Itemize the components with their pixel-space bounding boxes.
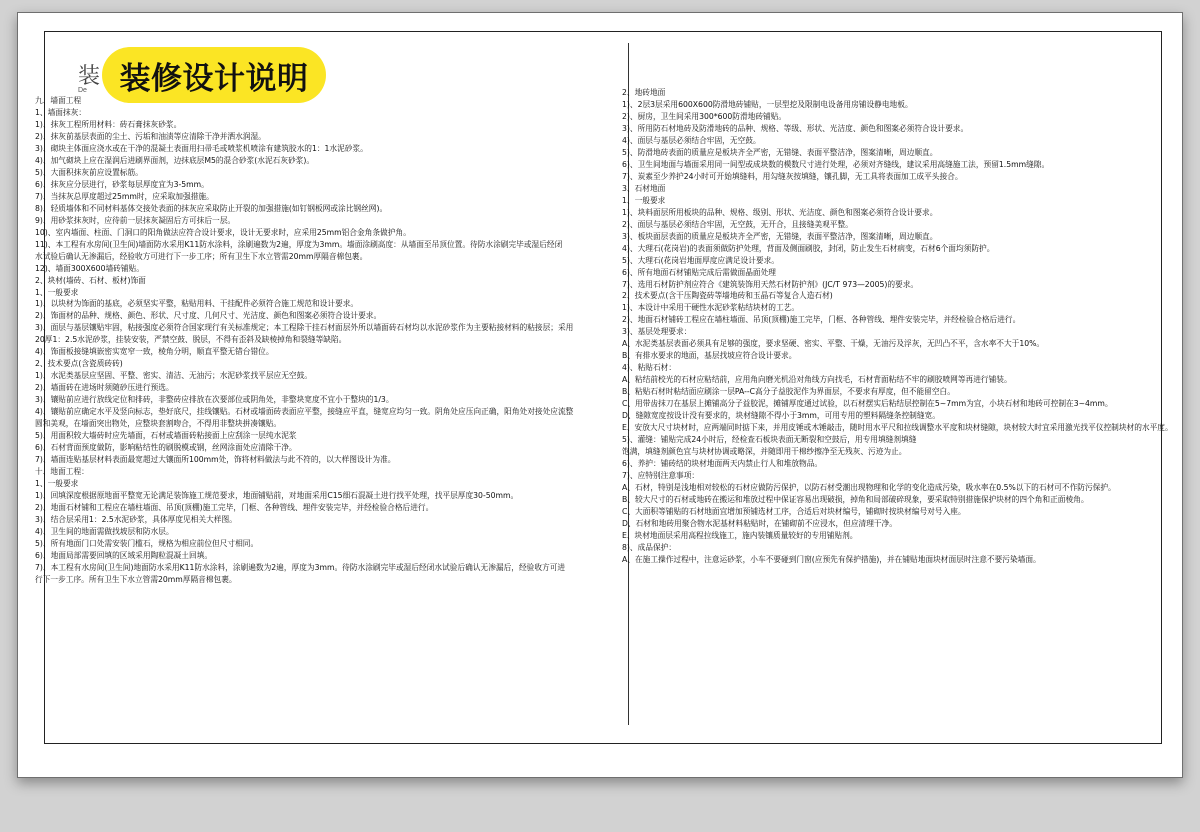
text-line: C、大面积等铺贴的石材地面宜增加预铺选材工序，合适后对块材编号，铺砌时按块材编号对号入座。 [622,506,966,516]
text-line: E、安放大尺寸块材时，应两端同时掂下来，并用皮锤或木锤敲击，随时用水平尺和拉线调整水平度和块材缝隙，块材较大时宜采用激光找平仪控制块材的水平度。 [622,423,1173,433]
text-line: 4)、镶贴前应确定水平及竖向标志，垫好底尺，挂线镶贴。石材或墙面砖表面应平整，接缝应平直，缝宽应均匀一致。阴角处应压向正确，阳角处对接处应流整 [35,407,574,417]
text-line: 水试验后确认无渗漏后，经验收方可进行下一步工序；所有卫生下水立管需20mm厚隔音棉包裹。 [35,251,368,261]
text-line: C、用带齿抹刀在基层上摊铺高分子益胶泥，摊铺厚度通过试验，以石材摆实后粘结层控制在5~7mm为宜，小块石材和地砖可控制在3~4mm。 [622,399,1113,409]
text-line: 圆和美观，在墙面突出物处，应整块套割吻合，不得用非整块拼凑镶贴。 [35,419,282,429]
text-line: 5)、灌缝：铺贴完成24小时后，经检查石板块表面无断裂和空鼓后，用专用填缝剂填缝 [622,435,917,445]
text-line: 1、墙面抹灰： [35,107,87,117]
background-title: 装 [78,64,103,89]
text-line: 5)、防滑地砖表面的质量应是板块齐全严密，无错缝、表面平整洁净，图案清晰，周边顺直。 [622,147,938,157]
text-line: 1、一般要求 [622,195,666,205]
text-line: A、在施工操作过程中，注意运砂浆，小车不要碰到门窗(应预先有保护措施)，并在铺贴地面块材面层时注意不要污染墙面。 [622,554,1041,564]
text-line: 2)、面层与基层必须结合牢固，无空鼓，无开合，且接缝美观平整。 [622,219,853,229]
text-line: 1)、水泥类基层应坚固、平整、密实、清洁、无油污；水泥砂浆找平层应无空鼓。 [35,371,312,381]
text-line: 8)、轻质墙体和不同材料基体交接处表面的抹灰应采取防止开裂的加强措施(如钉钢板网或涂比钢丝网)。 [35,203,388,213]
text-line: 1、一般要求 [35,479,79,488]
text-line: 4)、大理石(花岗岩)的表面须做防护处理，背面及侧面刷胶，封闭，防止发生石材病变，石材6个面均须防护。 [622,243,995,253]
text-line: A、粘结前校光的石材应粘结前，应用角向磨光机沿对角线方向找毛，石材背面粘结不牢的刷胶喷网等再进行铺装。 [622,375,1012,385]
text-line: 4)、卫生间的地面需做找坡层和防水层。 [35,526,174,536]
text-line: 10)、室内墙面、柱面、门洞口的阳角做法应符合设计要求，设计无要求时，应采用25mm铝合金角条做护角。 [35,227,411,237]
background-subtitle: De [78,87,87,94]
text-line: 十、地面工程： [35,467,89,477]
text-line: 7)、墙面连贴基层材料表面最宽超过大镶面所100mm处，饰将材料做法与此不符的，以大样图设计为准。 [35,455,396,465]
text-line: A、石材，特别是浅地相对较松的石材应做防污保护，以防石材受潮出现物理和化学的变化造成污染，吸水率在0.5%以下的石材可不作防污保护。 [622,482,1116,492]
text-line: 2、块材(墙砖、石材、板材)饰面 [35,275,146,285]
text-line: 3)、基层处理要求： [622,327,692,337]
text-line: 2)、厨房，卫生间采用300*600防滑地砖铺贴。 [622,111,787,121]
text-line: 3)、面层与基层镶贴牢固，粘接强度必须符合国家现行有关标准规定；本工程除干挂石材面层外所以墙面砖石材均以水泥砂浆作为主要粘接材料的粘接层；采用 [35,323,574,333]
text-line: 2)、墙面砖在进场时须随砂压进行预选。 [35,383,174,393]
text-line: 九、墙面工程 [35,96,82,105]
text-line: 2、地砖地面 [622,88,666,97]
text-line: 6)、抹灰应分层进行，砂浆每层厚度宜为3-5mm。 [35,179,209,189]
text-line: 8)、成品保护： [622,542,677,552]
text-line: B、粘贴石材时粘结面应刷涂一层PA--C高分子益胶泥作为界面层，不要求有厚度，但不能留空白。 [622,387,955,397]
text-line: 2)、抹灰前基层表面的尘土、污垢和油渍等应清除干净并洒水润湿。 [35,131,266,141]
text-line: 20厚1：2.5水泥砂浆，挂装安装，严禁空鼓、脱层，不得有歪斜及缺棱掉角和裂缝等缺陷。 [35,335,347,345]
text-line: A、水泥类基层表面必须具有足够的强度，要求坚硬、密实、平整、干燥，无油污及浮灰，无凹凸不平，含水率不大于10%。 [622,339,1045,349]
text-line: 1)、抹灰工程所用材料：砖石膏抹灰砂浆。 [35,119,182,129]
text-line: 7)、当抹灰总厚度超过25mm时，应采取加强措施。 [35,191,214,201]
text-line: 4)、饰面板接缝填嵌密实宽窄一致，棱角分明，顺直平整无错台错位。 [35,347,274,357]
text-line: 3)、镶贴前应进行放线定位和排砖，非整砖应排放在次要部位或阴角处，非整块宽度不宜小于整块的1/3。 [35,395,394,405]
text-line: 7)、本工程有水房间(卫生间)地面防水采用K11防水涂料，涂刷遍数为2遍，厚度为3mm。待防水涂刷完毕或湿后经闭水试验后确认无渗漏后，经验收方可进 [35,562,566,572]
text-line: 5)、用面积较大墙砖时应先墙面，石材或墙面砖粘接面上应刮涂一层纯水泥浆 [35,431,297,441]
text-line: 1)、回填深度根据原地面平整宽无论满足装饰施工规范要求，地面铺贴前，对地面采用C15细石混凝土进行找平处理，找平层厚度30-50mm。 [35,490,519,500]
right-column [622,87,1173,699]
text-line: 4)、加气砌块上应在湿润后进刷界面剂，边抹底层M5的混合砂浆(水泥石灰砂浆)。 [35,155,315,165]
text-line: E、块材地面层采用高程拉线施工，施内装镶质量较好的专用铺贴剂。 [622,530,858,540]
text-line: D、缝隙宽度按设计没有要求的，块材缝隙不得小于3mm，可用专用的塑料隔缝条控制缝宽。 [622,411,940,421]
text-line: 6)、卫生间地面与墙面采用同一间型或成块数的模数尺寸进行处理，必须对齐缝线，建议采用高缝施工法，预留1.5mm缝隙。 [622,159,1050,169]
text-line: 6)、养护：铺砖结的块材地面两天内禁止行人和堆放物品。 [622,459,823,469]
text-line: 6)、所有地面石材铺贴完成后需做面晶面处理 [622,267,776,277]
text-line: 1、一般要求 [35,287,79,297]
text-line: 5)、大面积抹灰前应设置标筋。 [35,167,143,177]
text-line: 1)、2层3层采用600X600防滑地砖铺贴，一层型挖及限制电设备用房铺设静电地板。 [622,99,913,109]
text-line: 3)、板块面层表面的质量应是板块齐全严密，无错缝，表面平整洁净，图案清晰，周边顺直。 [622,231,938,241]
text-line: 1)、以块材为饰面的基底，必须坚实平整，粘贴用料、干挂配件必须符合施工规范和设计要求。 [35,299,359,309]
text-line: 2、技术要点(含瓷质砖砖) [35,359,123,369]
text-line: 5)、所有地面门口处需安装门槛石，规格为相应前位但尺寸相同。 [35,538,259,548]
text-line: D、石材和地砖用聚合物水泥基材料粘贴时，在铺砌前不应浸水，但应清理干净。 [622,518,897,528]
text-line: 7)、选用石材防护剂应符合《建筑装饰用天然石材防护剂》(JC/T 973—2005)的要求。 [622,279,919,289]
text-line: 6)、地面局部需要回填的区域采用陶粒混凝土回填。 [35,550,213,560]
text-line: 3)、所用防石材地砖及防滑地砖的品种、规格、等级、形状、光洁度、颜色和图案必须符合设计要求。 [622,123,969,133]
text-line: 11)、本工程有水房间(卫生间)墙面防水采用K11防水涂料，涂刷遍数为2遍，厚度为3mm。墙面涂刷高度：从墙面至吊顶位置。待防水涂刷完毕或湿后经闭 [35,239,563,249]
page-title: 装修设计说明 [119,60,309,97]
text-line: 2)、地面石材铺和工程应在墙柱墙面、吊顶(顶棚)施工完毕，门框、各种管线、埋件安装完毕，并经检验合格后进行。 [35,502,434,512]
text-line: B、较大尺寸的石材或地砖在搬运和堆放过程中保证容易出现破损，掉角和局部破碎现象，要采取特别措施保护块材的四个角和正面棱角。 [622,494,1089,504]
text-line: 3)、结合层采用1：2.5水泥砂浆，具体厚度见相关大样图。 [35,514,237,524]
text-line: 4)、面层与基层必须结合牢固，无空鼓。 [622,135,761,145]
text-line: 1)、本设计中采用干硬性水泥砂浆粘结块材的工艺。 [622,303,800,313]
left-column [35,95,590,707]
text-line: 1)、块料面层所用板块的品种、规格、级别、形状、光洁度、颜色和图案必须符合设计要求。 [622,207,938,217]
text-line: 7)、炭素至少养护24小时可开始填缝料，用勾缝灰按填缝，镶孔脚，无工具将表面加工成平头接合。 [622,171,963,181]
text-line: 3、石材地面 [622,183,666,193]
text-line: 行下一步工序。所有卫生下水立管需20mm厚隔音棉包裹。 [35,574,237,584]
text-line: 2、技术要点(含干压陶瓷砖等墙地砖和玉晶石等复合人造石材) [622,291,833,301]
text-line: 3)、砌块主体面应浇水或在干净的混凝土表面用扫帚毛或喷浆机喷涂有建筑胶水的1：1水泥砂浆。 [35,143,368,153]
document-sheet [17,12,1183,778]
text-line: 7)、应特别注意事项： [622,471,700,480]
text-line: 2)、饰面材的品种、规格、颜色、形状、尺寸度、几何尺寸、光洁度、颜色和图案必须符合设计要求。 [35,311,382,321]
text-line: 6)、石材背面预度做防，影响粘结性的刷脱模或钢，丝网涂面处应清除干净。 [35,443,297,453]
text-line: 2)、地面石材铺砖工程应在墙柱墙面、吊顶(顶棚)施工完毕，门框、各种管线、埋件安装完毕，并经检验合格后进行。 [622,315,1021,325]
text-line: 9)、用砂浆抹灰时，应待前一层抹灰凝固后方可抹后一层。 [35,215,236,225]
text-line: 4)、粘贴石材： [622,363,677,373]
text-line: 5)、大理石(花岗岩地面厚度应满足设计要求。 [622,255,779,265]
text-line: B、有排水要求的地面，基层找坡应符合设计要求。 [622,351,797,361]
text-line: 12)、墙面300X600墙砖铺贴。 [35,263,144,273]
text-line: 饱满，填缝剂颜色宜与块材协调或略深，并随即用干棉纱擦净至无残灰、污迹为止。 [622,447,907,457]
